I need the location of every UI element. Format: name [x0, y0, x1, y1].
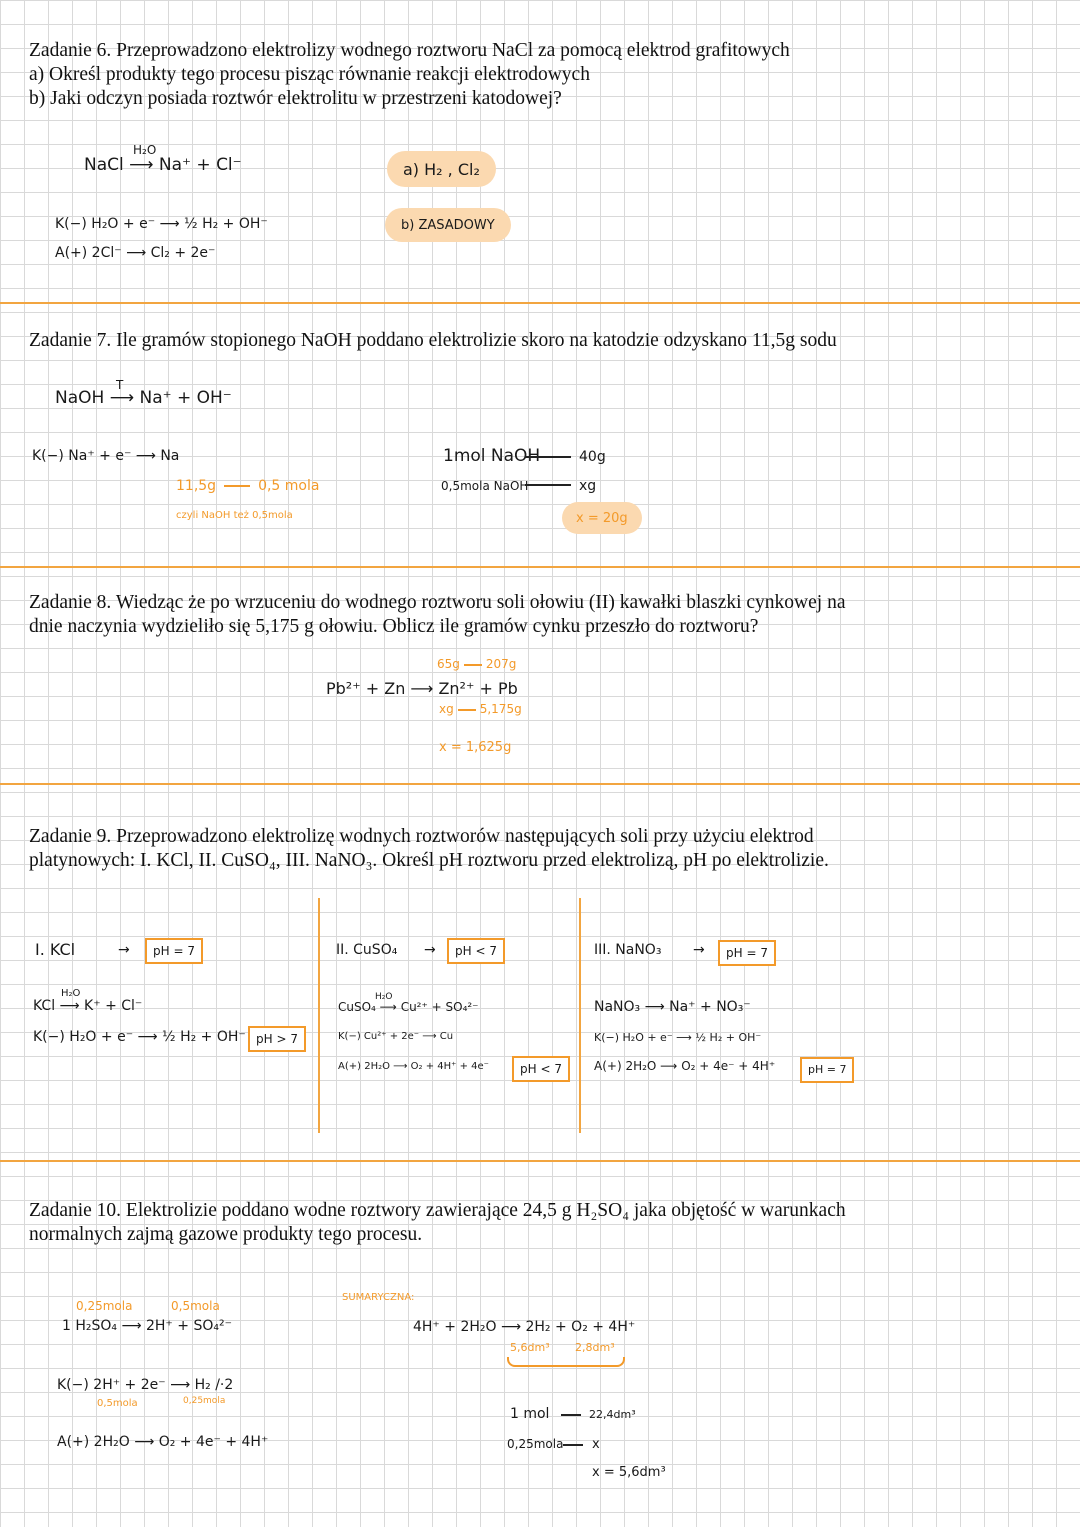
z9-col1-head: I. KCl [35, 940, 76, 959]
z9-col2-arrow-label: H₂O [375, 992, 393, 1002]
section-divider [0, 302, 1080, 304]
z8-reaction: Pb²⁺ + Zn ⟶ Zn²⁺ + Pb [326, 679, 518, 698]
z7-result: x = 20g [562, 502, 642, 534]
z9-col3-dissociation: NaNO₃ ⟶ Na⁺ + NO₃⁻ [594, 999, 751, 1015]
z6-question-b: b) Jaki odczyn posiada roztwór elektrolitu w przestrzeni katodowej? [29, 88, 562, 109]
z6-arrow-label: H₂O [133, 143, 157, 157]
z9-col3-ph-before: pH = 7 [718, 940, 776, 966]
z7-ratio-mol: 0,5 mola [258, 478, 320, 494]
z7-prop-dash-2 [525, 484, 571, 486]
z7-prop-dash-1 [525, 456, 571, 458]
z10-volume-h2: 5,6dm³ [510, 1341, 550, 1354]
z6-answer-a: a) H₂ , Cl₂ [387, 151, 496, 187]
z9-col3-ph-after: pH = 7 [800, 1057, 854, 1083]
z9-title-line2: platynowych: I. KCl, II. CuSO₄, III. NaNO₃. Określ pH roztworu przed elektrolizą, pH po elektrolizie. [29, 850, 829, 871]
z8-top-right: 207g [485, 657, 517, 671]
column-divider [318, 898, 320, 1133]
z8-top-dash [464, 664, 482, 666]
z10-brace [507, 1357, 625, 1367]
z9-col2-ph-after: pH < 7 [512, 1056, 570, 1082]
z7-arrow-label: T [116, 378, 124, 392]
z10-prop-dash-2 [563, 1444, 583, 1446]
z8-top-left: 65g [437, 657, 460, 671]
z9-col1-cathode: K(−) H₂O + e⁻ ⟶ ½ H₂ + OH⁻ [33, 1029, 246, 1045]
z9-col1-ph-before: pH = 7 [145, 938, 203, 964]
z6-question-a: a) Określ produkty tego procesu pisząc równanie reakcji elektrodowych [29, 64, 590, 85]
z10-volume-o2: 2,8dm³ [575, 1341, 615, 1354]
z7-title: Zadanie 7. Ile gramów stopionego NaOH poddano elektrolizie skoro na katodzie odzyskano 11,5g sodu [29, 330, 837, 351]
z10-summary-equation: 4H⁺ + 2H₂O ⟶ 2H₂ + O₂ + 4H⁺ [413, 1319, 636, 1335]
column-divider [579, 898, 581, 1133]
z7-prop-right-1: 40g [579, 449, 606, 465]
z6-title: Zadanie 6. Przeprowadzono elektrolizy wodnego roztworu NaCl za pomocą elektrod grafitowych [29, 40, 790, 61]
z8-ratio-bottom [439, 702, 522, 716]
z9-col3-arrow: → [693, 942, 705, 958]
z8-title-line1: Zadanie 8. Wiedząc że po wrzuceniu do wodnego roztworu soli ołowiu (II) kawałki blaszki cynkowej na [29, 592, 846, 613]
z8-bottom-right: 5,175g [479, 702, 522, 716]
z7-prop-left-2: 0,5mola NaOH [441, 479, 529, 493]
z9-col3-head: III. NaNO₃ [594, 942, 662, 958]
z9-col2-head: II. CuSO₄ [336, 942, 398, 958]
z10-title-line2: normalnych zajmą gazowe produkty tego procesu. [29, 1224, 423, 1245]
z10-prop-left-2: 0,25mola [507, 1437, 564, 1451]
z10-prop-dash-1 [561, 1414, 581, 1416]
z6-answer-b: b) ZASADOWY [385, 208, 511, 242]
z6-cathode-equation: K(−) H₂O + e⁻ ⟶ ½ H₂ + OH⁻ [55, 216, 268, 232]
z6-dissociation: NaCl ⟶ Na⁺ + Cl⁻ [84, 155, 242, 175]
z9-col3-cathode: K(−) H₂O + e⁻ ⟶ ½ H₂ + OH⁻ [594, 1031, 762, 1044]
z8-bottom-dash [458, 709, 476, 711]
z10-summary-label: SUMARYCZNA: [342, 1292, 415, 1303]
z10-prop-left-1: 1 mol [510, 1406, 550, 1422]
z9-col2-cathode: K(−) Cu²⁺ + 2e⁻ ⟶ Cu [338, 1031, 454, 1042]
z10-mol-ion: 0,5mola [171, 1299, 220, 1313]
section-divider [0, 783, 1080, 785]
z7-ratio-dash [224, 485, 250, 487]
z9-col1-ph-after: pH > 7 [248, 1026, 306, 1052]
z7-ratio-mass: 11,5g [176, 478, 217, 494]
section-divider [0, 1160, 1080, 1162]
z10-mol-acid: 0,25mola [76, 1299, 133, 1313]
z10-title-line1: Zadanie 10. Elektrolizie poddano wodne roztwory zawierające 24,5 g H₂SO₄ jaka objętość w warunkach [29, 1200, 846, 1221]
z9-col1-arrow-label: H₂O [61, 988, 81, 999]
z10-anode: A(+) 2H₂O ⟶ O₂ + 4e⁻ + 4H⁺ [57, 1434, 269, 1450]
z7-note: czyli NaOH też 0,5mola [176, 510, 293, 521]
z7-prop-right-2: xg [579, 478, 597, 494]
z8-bottom-left: xg [439, 702, 454, 716]
z10-cathode: K(−) 2H⁺ + 2e⁻ ⟶ H₂ /·2 [57, 1377, 234, 1393]
z6-anode-equation: A(+) 2Cl⁻ ⟶ Cl₂ + 2e⁻ [55, 245, 216, 261]
z9-col2-dissociation: CuSO₄ ⟶ Cu²⁺ + SO₄²⁻ [338, 1000, 479, 1014]
z8-title-line2: dnie naczynia wydzieliło się 5,175 g ołowiu. Oblicz ile gramów cynku przeszło do roztworu? [29, 616, 759, 637]
z9-col1-arrow: → [118, 942, 130, 958]
z10-prop-right-1: 22,4dm³ [589, 1408, 636, 1421]
z10-cathode-mol-left: 0,5mola [97, 1398, 138, 1409]
z7-prop-left-1: 1mol NaOH [443, 446, 541, 466]
z8-result: x = 1,625g [439, 740, 512, 755]
z9-col2-arrow: → [424, 942, 436, 958]
z9-col2-anode: A(+) 2H₂O ⟶ O₂ + 4H⁺ + 4e⁻ [338, 1061, 489, 1072]
z10-result: x = 5,6dm³ [592, 1465, 666, 1480]
z7-dissociation: NaOH ⟶ Na⁺ + OH⁻ [55, 388, 232, 408]
z10-cathode-mol-right: 0,25mola [183, 1396, 226, 1406]
z9-col1-dissociation: KCl ⟶ K⁺ + Cl⁻ [33, 998, 143, 1014]
z9-col2-ph-before: pH < 7 [447, 938, 505, 964]
z10-dissociation: 1 H₂SO₄ ⟶ 2H⁺ + SO₄²⁻ [62, 1318, 232, 1334]
z7-ratio [176, 478, 319, 494]
section-divider [0, 566, 1080, 568]
z9-col3-anode: A(+) 2H₂O ⟶ O₂ + 4e⁻ + 4H⁺ [594, 1059, 776, 1073]
z9-title-line1: Zadanie 9. Przeprowadzono elektrolizę wodnych roztworów następujących soli przy użyciu elektrod [29, 826, 814, 847]
z10-prop-right-2: x [592, 1437, 600, 1452]
z8-ratio-top [437, 657, 516, 671]
z7-cathode-equation: K(−) Na⁺ + e⁻ ⟶ Na [32, 448, 180, 464]
